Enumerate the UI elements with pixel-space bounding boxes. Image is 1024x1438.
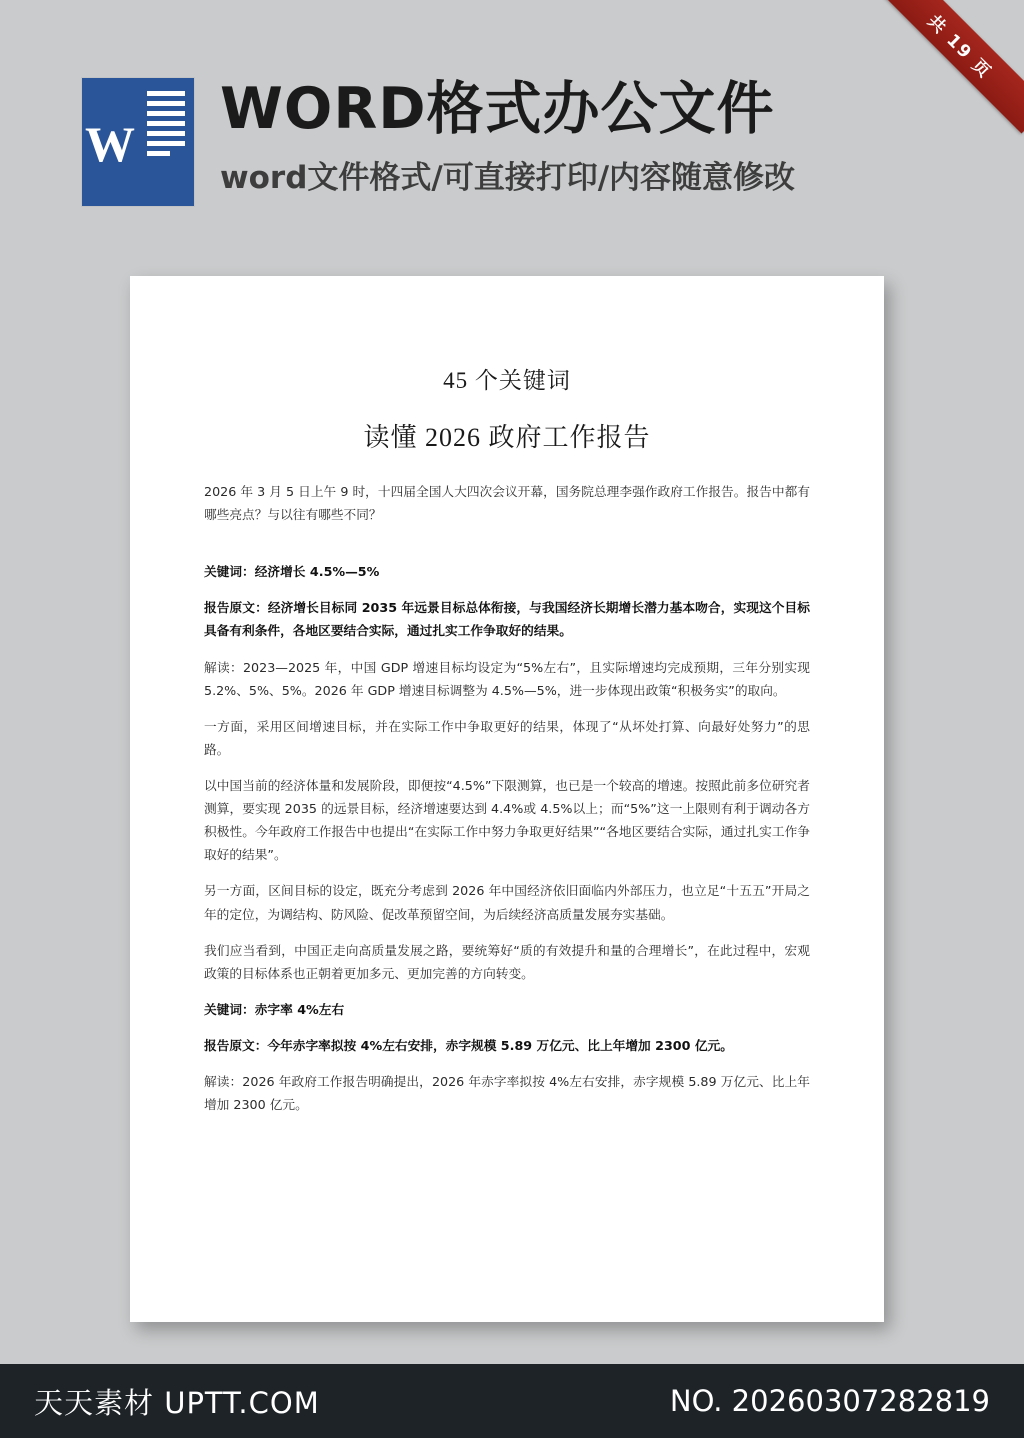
document-paragraph: 报告原文：经济增长目标同 2035 年远景目标总体衔接，与我国经济长期增长潜力基本吻合，实现这个目标具备有利条件，各地区要结合实际，通过扎实工作争取好的结果。 — [204, 600, 810, 639]
banner-title: WORD格式办公文件 — [220, 76, 775, 142]
document-paragraph: 报告原文：今年赤字率拟按 4%左右安排，赤字规模 5.89 万亿元、比上年增加 2300 亿元。 — [204, 1037, 733, 1053]
banner-header — [82, 78, 954, 206]
word-icon-line — [147, 151, 170, 156]
footer-bar — [0, 1364, 1024, 1438]
word-icon-line — [147, 101, 185, 106]
word-icon-letter-block — [82, 78, 138, 206]
document-page-preview — [130, 276, 884, 1322]
document-paragraph: 关键词：经济增长 4.5%—5% — [204, 564, 380, 580]
document-body — [204, 480, 810, 1116]
banner-text-group — [220, 78, 795, 197]
document-title-line-1: 45 个关键词 — [443, 368, 571, 393]
document-paragraph: 关键词：赤字率 4%左右 — [204, 1001, 345, 1017]
word-document-icon — [82, 78, 194, 206]
word-icon-line — [147, 131, 185, 136]
document-paragraph: 2026 年 3 月 5 日上午 9 时，十四届全国人大四次会议开幕，国务院总理李强作政府工作报告。报告中都有哪些亮点？与以往有哪些不同？ — [204, 484, 810, 523]
word-icon-lines-block — [138, 78, 194, 206]
banner-subtitle: word文件格式/可直接打印/内容随意修改 — [220, 159, 796, 196]
document-paragraph: 一方面，采用区间增速目标，并在实际工作中争取更好的结果，体现了“从坏处打算、向最好处努力”的思路。 — [204, 718, 810, 757]
page-count-label: 共 19 页 — [874, 0, 1024, 134]
word-icon-line — [147, 121, 185, 126]
footer-id-label: NO. 20260307282819 — [669, 1384, 990, 1418]
document-paragraph: 解读：2026 年政府工作报告明确提出，2026 年赤字率拟按 4%左右安排，赤字规模 5.89 万亿元、比上年增加 2300 亿元。 — [204, 1074, 810, 1113]
word-icon-line — [147, 111, 185, 116]
document-title-line-2: 读懂 2026 政府工作报告 — [363, 423, 651, 452]
document-paragraph: 另一方面，区间目标的设定，既充分考虑到 2026 年中国经济依旧面临内外部压力，也立足“十五五”开局之年的定位，为调结构、防风险、促改革预留空间，为后续经济高质量发展夯实基础。 — [204, 883, 810, 922]
word-icon-letter: W — [85, 116, 135, 172]
page-count-ribbon — [874, 0, 1024, 150]
document-paragraph: 我们应当看到，中国正走向高质量发展之路，要统筹好“质的有效提升和量的合理增长”，在此过程中，宏观政策的目标体系也正朝着更加多元、更加完善的方向转变。 — [204, 942, 810, 981]
word-icon-line — [147, 91, 185, 96]
footer-site-label: 天天素材 UPTT.COM — [34, 1385, 320, 1420]
word-icon-line — [147, 141, 185, 146]
document-paragraph: 以中国当前的经济体量和发展阶段，即便按“4.5%”下限测算，也已是一个较高的增速。按照此前多位研究者测算，要实现 2035 的远景目标，经济增速要达到 4.4%或 4.5%以上；而“5%”这一上限则有利于调动各方积极性。今年政府工作报告中也提出“在实际工作中努力争取更好结果”“各地区要结合实际，通过扎实工作争取好的结果”。 — [204, 777, 810, 863]
document-paragraph: 解读：2023—2025 年，中国 GDP 增速目标均设定为“5%左右”，且实际增速均完成预期，三年分别实现 5.2%、5%、5%。2026 年 GDP 增速目标调整为 4.5%—5%，进一步体现出政策“积极务实”的取向。 — [204, 659, 810, 698]
